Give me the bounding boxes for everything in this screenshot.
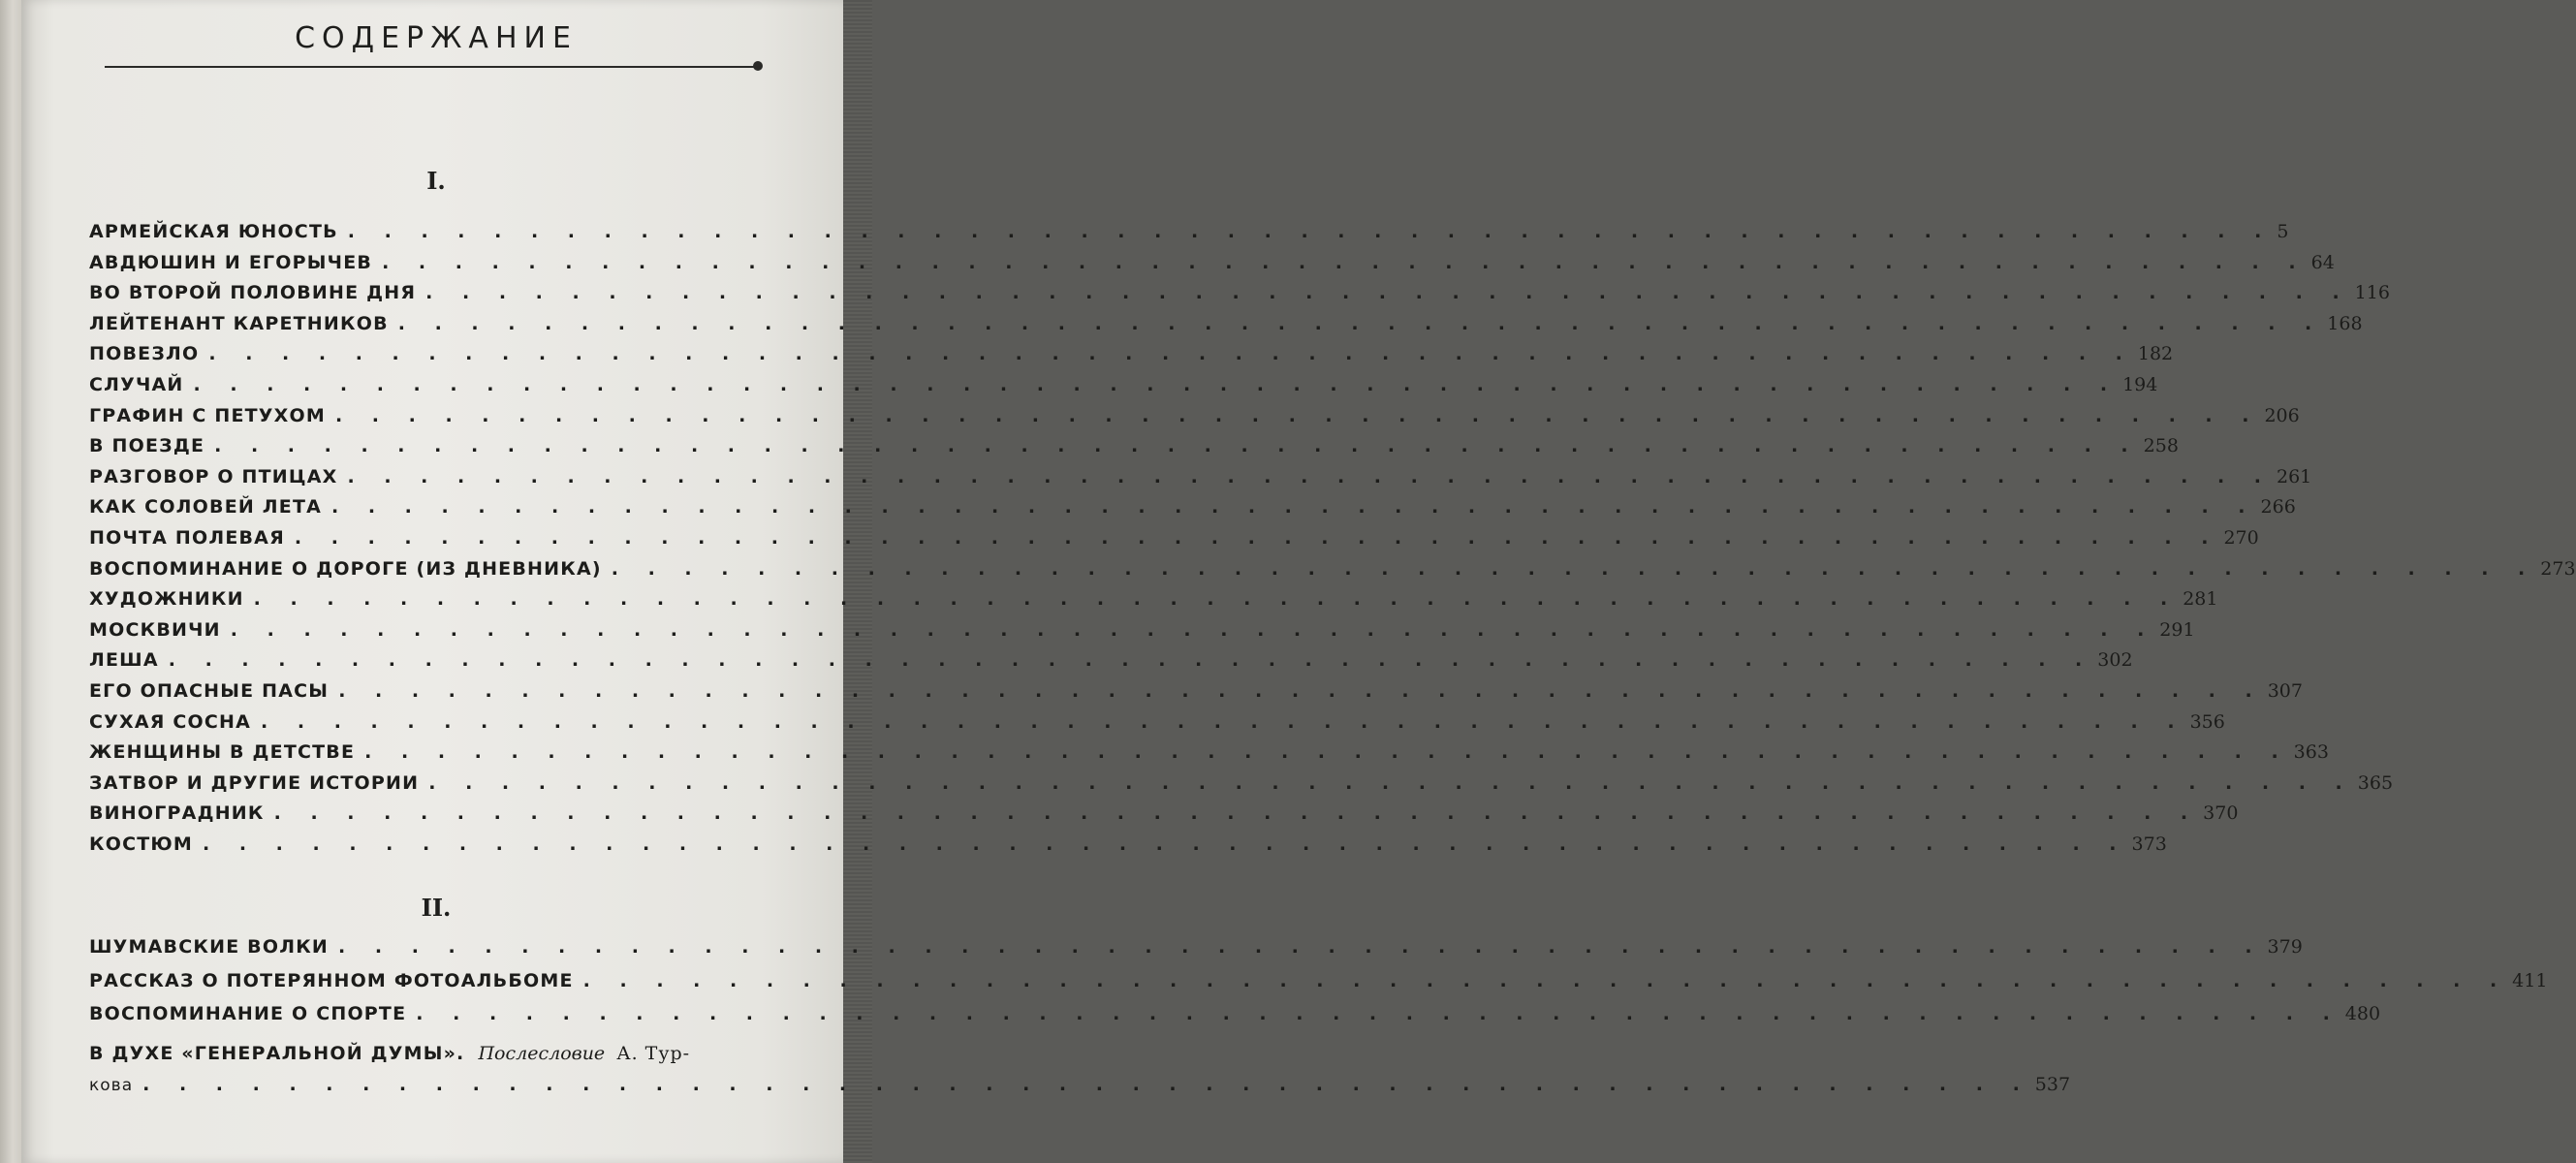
leader-dots: . . . . . . . . . . . . . . . . . . . . . . . . . . . . . . . . . . . . . . . . . . . . . . . . . . . . . <box>273 802 2200 825</box>
toc-entry-page: 168 <box>2327 312 2363 334</box>
toc-entry-title: КАК СОЛОВЕЙ ЛЕТА <box>89 496 323 519</box>
section-numeral-2: II. <box>421 894 452 922</box>
leader-dots: . . . . . . . . . . . . . . . . . . . . . . . . . . . . . . . . . . . . . . . . . . . . . . . . . . . . . <box>214 435 2140 457</box>
toc-entry-page: 356 <box>2189 710 2225 733</box>
toc-entry <box>89 618 2195 648</box>
leader-dots: . . . . . . . . . . . . . . . . . . . . . . . . . . . . . . . . . . . . . . . . . . . . . . . . . . . . . <box>416 1003 2341 1024</box>
leader-dots: . . . . . . . . . . . . . . . . . . . . . . . . . . . . . . . . . . . . . . . . . . . . . . . . . . . . . <box>382 251 2308 273</box>
leader-dots: . . . . . . . . . . . . . . . . . . . . . . . . . . . . . . . . . . . . . . . . . . . . . . . . . . . . <box>142 1074 2031 1095</box>
toc-entry-title: СУХАЯ СОСНА <box>89 710 252 733</box>
leader-dots: . . . . . . . . . . . . . . . . . . . . . . . . . . . . . . . . . . . . . . . . . . . . . . . . . . . . . <box>364 741 2290 764</box>
toc-entry-page: 206 <box>2264 404 2300 426</box>
toc-entry-page: 261 <box>2277 465 2312 487</box>
toc-entry-title: ЛЕЙТЕНАНТ КАРЕТНИКОВ <box>89 312 389 334</box>
toc-entry <box>89 771 2394 802</box>
leader-dots: . . . . . . . . . . . . . . . . . . . . . . . . . . . . . . . . . . . . . . . . . . . . . . . . . . . . . <box>334 404 2261 426</box>
leader-dots: . . . . . . . . . . . . . . . . . . . . . . . . . . . . . . . . . . . . . . . . . . . . . . . . . . . . . <box>425 282 2351 304</box>
toc-entry <box>89 588 2218 617</box>
toc-entry-page: 411 <box>2512 969 2548 991</box>
toc-entry <box>89 312 2363 342</box>
title-rule <box>105 66 760 68</box>
title-rule-ornament <box>753 61 763 71</box>
toc-entry-title: ХУДОЖНИКИ <box>89 588 244 611</box>
toc-entry-page: 5 <box>2277 221 2289 242</box>
toc-entry <box>89 527 2259 556</box>
toc-entry-title: КОСТЮМ <box>89 833 193 855</box>
toc-entry-title: ЗАТВОР И ДРУГИЕ ИСТОРИИ <box>89 771 420 794</box>
afterword-author: А. Тур- <box>616 1043 691 1064</box>
toc-entry <box>89 435 2179 464</box>
toc-entry-title: ШУМАВСКИЕ ВОЛКИ <box>89 936 330 958</box>
leader-dots: . . . . . . . . . . . . . . . . . . . . . . . . . . . . . . . . . . . . . . . . . . . . . . . . . . . . . <box>347 465 2273 487</box>
leader-dots: . . . . . . . . . . . . . . . . . . . . . . . . . . . . . . . . . . . . . . . . . . . . . . . . . . . . . <box>582 969 2509 991</box>
toc-entry <box>89 374 2158 403</box>
toc-entry-page: 480 <box>2344 1003 2381 1024</box>
toc-entry <box>89 465 2312 495</box>
toc-entry-page: 291 <box>2159 618 2195 641</box>
toc-entry <box>89 969 2548 999</box>
leader-dots: . . . . . . . . . . . . . . . . . . . . . . . . . . . . . . . . . . . . . . . . . . . . . . . . . . . . . <box>294 527 2220 549</box>
leader-dots: . . . . . . . . . . . . . . . . . . . . . . . . . . . . . . . . . . . . . . . . . . . . . . . . . . . . . <box>203 833 2128 855</box>
toc-entry-title: ВИНОГРАДНИК <box>89 802 265 825</box>
toc-entry-title: ЛЕША <box>89 649 159 672</box>
toc-afterword-line1 <box>89 1043 768 1072</box>
toc-entry <box>89 833 2167 863</box>
leader-dots: . . . . . . . . . . . . . . . . . . . . . . . . . . . . . . . . . . . . . . . . . . . . . . . . . . . . . <box>338 936 2264 958</box>
toc-entry <box>89 221 2289 250</box>
toc-entry <box>89 251 2335 281</box>
toc-entry-title: ПОВЕЗЛО <box>89 343 200 365</box>
toc-entry-page: 373 <box>2131 833 2167 855</box>
toc-entry <box>89 404 2300 434</box>
toc-entry-page: 116 <box>2354 282 2390 304</box>
toc-entry-title: АРМЕЙСКАЯ ЮНОСТЬ <box>89 221 338 242</box>
toc-entry-title: РАЗГОВОР О ПТИЦАХ <box>89 465 338 487</box>
toc-afterword-line2 <box>89 1074 2071 1103</box>
toc-entry-page: 258 <box>2143 435 2179 457</box>
afterword-page: 537 <box>2034 1074 2071 1095</box>
toc-entry <box>89 1003 2381 1032</box>
toc-entry <box>89 936 2303 965</box>
toc-entry-title: СЛУЧАЙ <box>89 374 184 395</box>
toc-entry-title: ЖЕНЩИНЫ В ДЕТСТВЕ <box>89 741 356 764</box>
leader-dots: . . . . . . . . . . . . . . . . . . . . . . . . . . . . . . . . . . . . . . . . . . . . . . . . . . . . . <box>168 649 2094 672</box>
toc-entry-page: 266 <box>2260 496 2296 519</box>
toc-entry-page: 270 <box>2223 527 2259 549</box>
toc-entry-title: МОСКВИЧИ <box>89 618 221 641</box>
toc-entry-title: В ПОЕЗДЕ <box>89 435 205 457</box>
toc-entry-page: 182 <box>2137 343 2174 365</box>
toc-entry-title: ВО ВТОРОЙ ПОЛОВИНЕ ДНЯ <box>89 282 417 304</box>
leader-dots: . . . . . . . . . . . . . . . . . . . . . . . . . . . . . . . . . . . . . . . . . . . . . . . . . . . . . <box>397 312 2324 334</box>
toc-entry-page: 302 <box>2097 649 2133 672</box>
toc-entry <box>89 496 2296 525</box>
leader-dots: . . . . . . . . . . . . . . . . . . . . . . . . . . . . . . . . . . . . . . . . . . . . . . . . . . . . . <box>611 557 2537 580</box>
toc-entry-page: 281 <box>2183 588 2218 611</box>
toc-entry-page: 363 <box>2293 741 2329 764</box>
toc-entry <box>89 802 2239 832</box>
toc-entry-page: 307 <box>2267 680 2303 702</box>
toc-entry <box>89 710 2225 740</box>
toc-entry <box>89 741 2329 770</box>
toc-entry-page: 365 <box>2357 771 2394 794</box>
leader-dots: . . . . . . . . . . . . . . . . . . . . . . . . . . . . . . . . . . . . . . . . . . . . . . . . . . . . . <box>347 221 2274 242</box>
afterword-title: В ДУХЕ «ГЕНЕРАЛЬНОЙ ДУМЫ». <box>89 1043 465 1064</box>
toc-entry-page: 273 <box>2540 557 2576 580</box>
toc-entry <box>89 557 2576 587</box>
toc-entry-page: 379 <box>2267 936 2303 958</box>
toc-entry-page: 194 <box>2122 374 2158 395</box>
leader-dots: . . . . . . . . . . . . . . . . . . . . . . . . . . . . . . . . . . . . . . . . . . . . . . . . . . . . . <box>193 374 2120 395</box>
leader-dots: . . . . . . . . . . . . . . . . . . . . . . . . . . . . . . . . . . . . . . . . . . . . . . . . . . . . . <box>208 343 2134 365</box>
leader-dots: . . . . . . . . . . . . . . . . . . . . . . . . . . . . . . . . . . . . . . . . . . . . . . . . . . . . . <box>261 710 2186 733</box>
page-title: СОДЕРЖАНИЕ <box>295 21 578 55</box>
toc-entry-title: ВОСПОМИНАНИЕ О СПОРТЕ <box>89 1003 407 1024</box>
toc-entry-title: ЕГО ОПАСНЫЕ ПАСЫ <box>89 680 330 702</box>
leader-dots: . . . . . . . . . . . . . . . . . . . . . . . . . . . . . . . . . . . . . . . . . . . . . . . . . . . . . <box>253 588 2180 611</box>
toc-entry-title: АВДЮШИН И ЕГОРЫЧЕВ <box>89 251 373 273</box>
leader-dots: . . . . . . . . . . . . . . . . . . . . . . . . . . . . . . . . . . . . . . . . . . . . . . . . . . . . . <box>428 771 2354 794</box>
toc-entry-title: ПОЧТА ПОЛЕВАЯ <box>89 527 285 549</box>
leader-dots: . . . . . . . . . . . . . . . . . . . . . . . . . . . . . . . . . . . . . . . . . . . . . . . . . . . . . <box>331 496 2257 519</box>
toc-entry <box>89 649 2133 678</box>
toc-entry-title: ГРАФИН С ПЕТУХОМ <box>89 404 326 426</box>
afterword-author-cont: кова <box>89 1076 134 1095</box>
toc-entry <box>89 282 2390 311</box>
toc-entry <box>89 343 2174 372</box>
toc-entry-title: ВОСПОМИНАНИЕ О ДОРОГЕ (ИЗ ДНЕВНИКА) <box>89 557 602 580</box>
toc-entry-title: РАССКАЗ О ПОТЕРЯННОМ ФОТОАЛЬБОМЕ <box>89 969 574 991</box>
toc-entry <box>89 680 2303 709</box>
afterword-label: Послесловие <box>478 1043 606 1064</box>
leader-dots: . . . . . . . . . . . . . . . . . . . . . . . . . . . . . . . . . . . . . . . . . . . . . . . . . . . . . <box>230 618 2156 641</box>
section-numeral-1: I. <box>426 167 446 195</box>
toc-entry-page: 64 <box>2310 251 2335 273</box>
leader-dots: . . . . . . . . . . . . . . . . . . . . . . . . . . . . . . . . . . . . . . . . . . . . . . . . . . . . . <box>338 680 2264 702</box>
toc-entry-page: 370 <box>2203 802 2239 825</box>
